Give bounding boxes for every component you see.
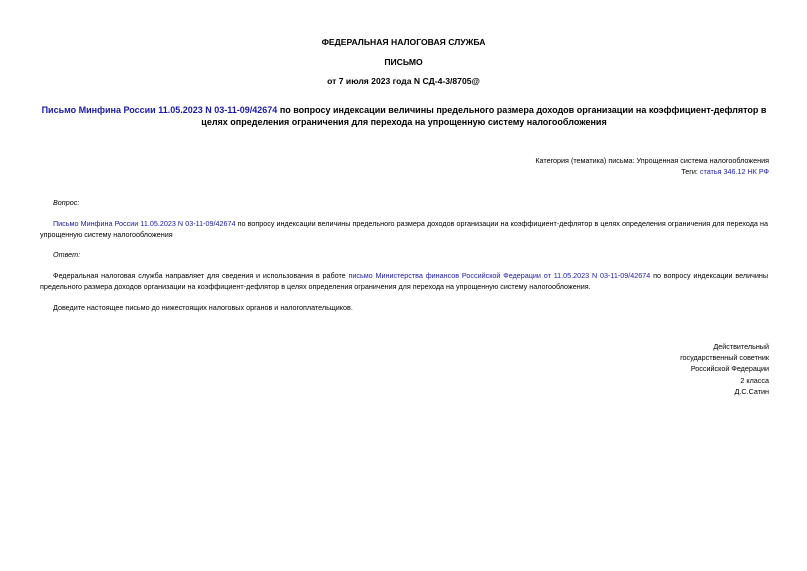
question-letter-link[interactable]: Письмо Минфина России 11.05.2023 N 03-11-09/42674 [53,219,236,228]
question-label: Вопрос: [53,198,80,207]
signature-line-4: 2 класса [740,375,769,385]
document-title [40,104,768,128]
question-paragraph [40,218,768,240]
answer-text-before: Федеральная налоговая служба направляет для сведения и использования в работе [53,271,349,280]
document-type-heading: ПИСЬМО [384,57,423,67]
title-letter-link[interactable]: Письмо Минфина России 11.05.2023 N 03-11-09/42674 [41,105,278,115]
tags-article-link[interactable]: статья 346.12 НК РФ [699,167,769,176]
title-text: по вопросу индексации величины предельного размера доходов организации на коэффициент-дефлятор в целях определения ограничения для перехода на упрощенную систему налогообложения [201,105,767,127]
answer-text-after: по вопросу индексации величины предельного размера доходов организации на коэффициент-дефлятор в целях определения ограничения для перехода на упрощенную систему налогообложения. [40,271,768,291]
answer-paragraph [40,270,768,292]
instruction-paragraph: Доведите настоящее письмо до нижестоящих налоговых органов и налогоплательщиков. [53,303,353,312]
signature-name: Д.С.Сатин [734,386,769,396]
document-date-number: от 7 июля 2023 года N СД-4-3/8705@ [327,76,480,86]
question-text: по вопросу индексации величины предельного размера доходов организации на коэффициент-дефлятор в целях определения ограничения для перехода на упрощенную систему налогообложения [40,219,768,239]
signature-line-1: Действительный [713,342,769,351]
signature-line-3: Российской Федерации [690,364,769,374]
tags-label: Теги: [681,167,700,176]
signature-line-2: государственный советник [680,353,769,363]
category-line: Категория (тематика) письма: Упрощенная система налогообложения [535,156,769,165]
answer-label: Ответ: [53,250,81,259]
agency-heading: ФЕДЕРАЛЬНАЯ НАЛОГОВАЯ СЛУЖБА [321,37,486,47]
tags-line [681,167,769,176]
signature-block [680,341,769,397]
answer-letter-link[interactable]: письмо Министерства финансов Российской Федерации от 11.05.2023 N 03-11-09/42674 [348,271,651,280]
